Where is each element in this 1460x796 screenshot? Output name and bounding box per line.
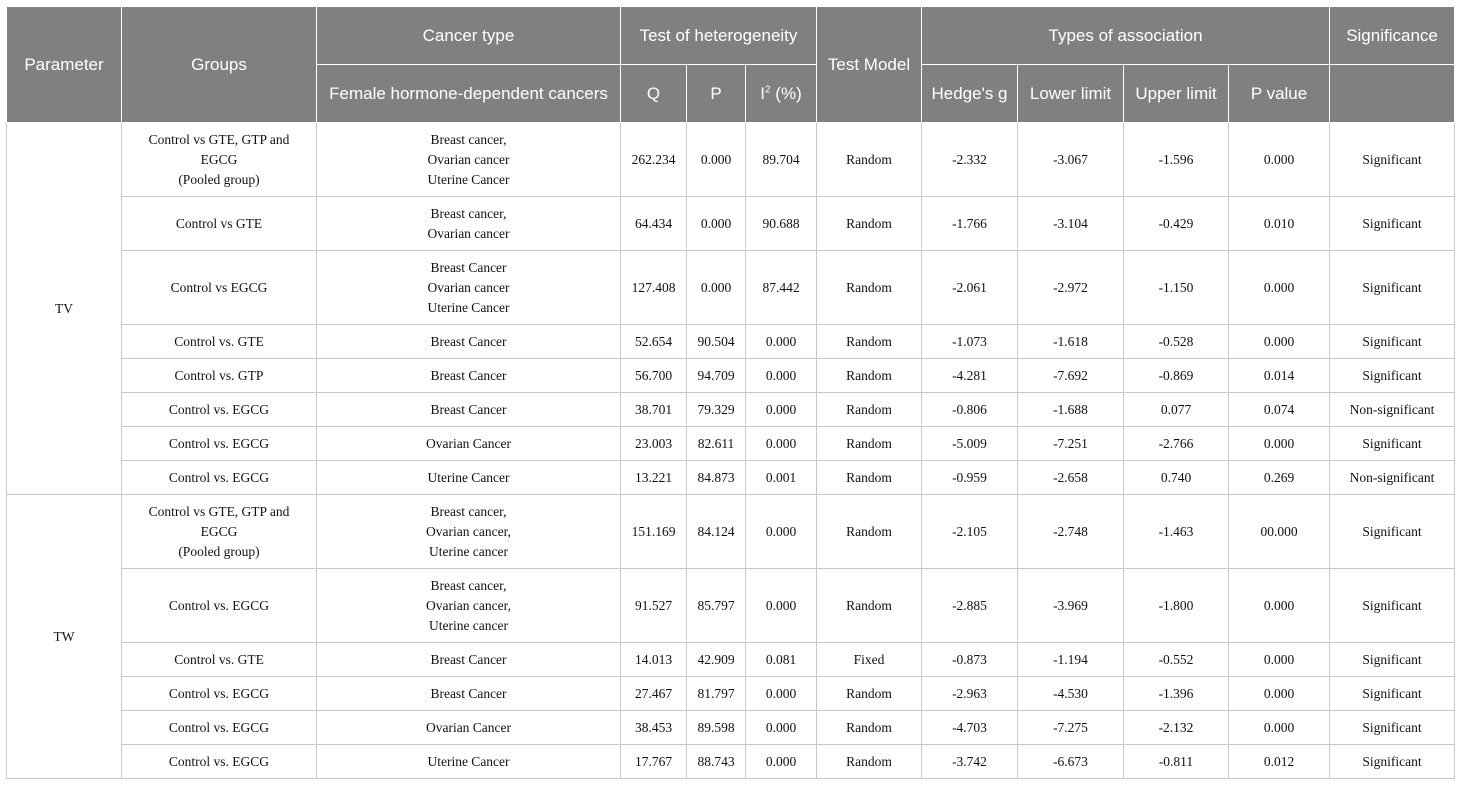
cancer-type-cell-line: Ovarian cancer, [426, 523, 511, 539]
i2-superscript: 2 [765, 84, 771, 96]
q-cell: 52.654 [621, 325, 687, 359]
group-cell-line: EGCG [200, 523, 238, 539]
test-model-cell: Random [817, 461, 922, 495]
p-cell: 79.329 [687, 393, 746, 427]
p-cell: 88.743 [687, 745, 746, 779]
test-model-cell: Random [817, 325, 922, 359]
parameter-cell: TV [7, 123, 122, 495]
i2-base: I [760, 84, 765, 103]
significance-cell: Significant [1330, 745, 1455, 779]
lower-limit-cell: -3.104 [1018, 197, 1124, 251]
test-model-cell: Random [817, 495, 922, 569]
group-cell-line: Control vs. EGCG [168, 597, 270, 613]
upper-limit-cell: -0.869 [1124, 359, 1229, 393]
cancer-type-cell [317, 643, 621, 677]
upper-limit-cell: -0.811 [1124, 745, 1229, 779]
group-cell-line: (Pooled group) [178, 543, 260, 559]
upper-limit-cell: -1.150 [1124, 251, 1229, 325]
upper-limit-cell: -0.552 [1124, 643, 1229, 677]
header-q: Q [621, 65, 687, 123]
group-cell [122, 325, 317, 359]
group-cell [122, 123, 317, 197]
table-header [7, 7, 1455, 123]
i2-cell: 0.000 [746, 677, 817, 711]
hedges-g-cell: -4.281 [922, 359, 1018, 393]
table-row [7, 393, 1455, 427]
q-cell: 91.527 [621, 569, 687, 643]
group-cell-line: Control vs GTE [175, 215, 263, 231]
test-model-cell: Random [817, 123, 922, 197]
cancer-type-cell-line: Ovarian cancer [427, 151, 510, 167]
p-value-cell: 0.269 [1229, 461, 1330, 495]
q-cell: 14.013 [621, 643, 687, 677]
group-cell-line: Control vs GTE, GTP and [148, 131, 290, 147]
cancer-type-cell-line: Breast cancer, [430, 131, 507, 147]
header-cancer-type: Cancer type [317, 7, 621, 65]
test-model-cell: Random [817, 745, 922, 779]
table-row [7, 569, 1455, 643]
i2-cell: 0.001 [746, 461, 817, 495]
i2-cell: 89.704 [746, 123, 817, 197]
hedges-g-cell: -2.061 [922, 251, 1018, 325]
group-cell-line: Control vs. EGCG [168, 469, 270, 485]
lower-limit-cell: -3.969 [1018, 569, 1124, 643]
q-cell: 151.169 [621, 495, 687, 569]
hedges-g-cell: -1.073 [922, 325, 1018, 359]
i2-cell: 0.000 [746, 745, 817, 779]
lower-limit-cell: -2.972 [1018, 251, 1124, 325]
test-model-cell: Random [817, 393, 922, 427]
table-row [7, 123, 1455, 197]
p-cell: 85.797 [687, 569, 746, 643]
parameter-cell: TW [7, 495, 122, 779]
upper-limit-cell: 0.077 [1124, 393, 1229, 427]
significance-cell: Non-significant [1330, 393, 1455, 427]
test-model-cell: Random [817, 197, 922, 251]
i2-cell: 0.000 [746, 359, 817, 393]
test-model-cell: Random [817, 251, 922, 325]
significance-cell: Significant [1330, 569, 1455, 643]
group-cell [122, 461, 317, 495]
cancer-type-cell-line: Ovarian Cancer [425, 719, 512, 735]
group-cell-line: (Pooled group) [178, 171, 260, 187]
lower-limit-cell: -2.748 [1018, 495, 1124, 569]
table-row [7, 359, 1455, 393]
p-value-cell: 0.000 [1229, 427, 1330, 461]
group-cell-line: Control vs. EGCG [168, 719, 270, 735]
group-cell [122, 643, 317, 677]
i2-cell: 0.000 [746, 427, 817, 461]
cancer-type-cell [317, 393, 621, 427]
results-table-container [6, 6, 1454, 779]
cancer-type-cell-line: Breast Cancer [430, 367, 507, 383]
upper-limit-cell: -1.396 [1124, 677, 1229, 711]
table-row [7, 677, 1455, 711]
p-value-cell: 0.000 [1229, 643, 1330, 677]
group-cell [122, 677, 317, 711]
p-value-cell: 0.000 [1229, 569, 1330, 643]
group-cell-line: Control vs. GTE [174, 333, 264, 349]
significance-cell: Significant [1330, 495, 1455, 569]
hedges-g-cell: -4.703 [922, 711, 1018, 745]
i2-cell: 0.000 [746, 325, 817, 359]
cancer-type-cell [317, 325, 621, 359]
group-cell [122, 251, 317, 325]
group-cell-line: Control vs GTE, GTP and [148, 503, 290, 519]
cancer-type-cell-line: Breast cancer, [430, 503, 507, 519]
test-model-cell: Random [817, 359, 922, 393]
cancer-type-cell-line: Ovarian cancer, [426, 597, 511, 613]
p-cell: 0.000 [687, 123, 746, 197]
q-cell: 56.700 [621, 359, 687, 393]
cancer-type-cell-line: Uterine Cancer [427, 299, 510, 315]
table-row [7, 745, 1455, 779]
lower-limit-cell: -7.275 [1018, 711, 1124, 745]
cancer-type-cell-line: Breast Cancer [430, 685, 507, 701]
header-i2 [746, 65, 817, 123]
p-value-cell: 0.012 [1229, 745, 1330, 779]
test-model-cell: Random [817, 677, 922, 711]
header-hedges-g: Hedge's g [922, 65, 1018, 123]
p-cell: 94.709 [687, 359, 746, 393]
meta-analysis-table [6, 6, 1455, 779]
cancer-type-cell [317, 461, 621, 495]
header-parameter: Parameter [7, 7, 122, 123]
header-row-1 [7, 7, 1455, 65]
hedges-g-cell: -0.873 [922, 643, 1018, 677]
i2-cell: 0.000 [746, 393, 817, 427]
header-upper-limit: Upper limit [1124, 65, 1229, 123]
p-value-cell: 0.000 [1229, 251, 1330, 325]
group-cell-line: Control vs. EGCG [168, 401, 270, 417]
q-cell: 38.701 [621, 393, 687, 427]
cancer-type-cell [317, 123, 621, 197]
cancer-type-cell-line: Ovarian cancer [427, 279, 510, 295]
cancer-type-cell [317, 677, 621, 711]
q-cell: 262.234 [621, 123, 687, 197]
significance-cell: Significant [1330, 427, 1455, 461]
group-cell-line: Control vs. EGCG [168, 685, 270, 701]
lower-limit-cell: -4.530 [1018, 677, 1124, 711]
significance-cell: Significant [1330, 325, 1455, 359]
p-cell: 84.873 [687, 461, 746, 495]
lower-limit-cell: -1.688 [1018, 393, 1124, 427]
significance-cell: Significant [1330, 643, 1455, 677]
group-cell [122, 569, 317, 643]
upper-limit-cell: -2.132 [1124, 711, 1229, 745]
p-value-cell: 0.000 [1229, 677, 1330, 711]
cancer-type-cell [317, 569, 621, 643]
lower-limit-cell: -7.692 [1018, 359, 1124, 393]
header-significance-blank [1330, 65, 1455, 123]
cancer-type-cell-line: Uterine Cancer [427, 753, 510, 769]
upper-limit-cell: -0.429 [1124, 197, 1229, 251]
i2-cell: 0.081 [746, 643, 817, 677]
upper-limit-cell: -0.528 [1124, 325, 1229, 359]
table-row [7, 711, 1455, 745]
header-cancer-subtitle: Female hormone-dependent cancers [317, 65, 621, 123]
p-cell: 81.797 [687, 677, 746, 711]
significance-cell: Non-significant [1330, 461, 1455, 495]
significance-cell: Significant [1330, 197, 1455, 251]
test-model-cell: Random [817, 569, 922, 643]
lower-limit-cell: -3.067 [1018, 123, 1124, 197]
header-p-value: P value [1229, 65, 1330, 123]
i2-unit: (%) [770, 84, 802, 103]
group-cell [122, 427, 317, 461]
cancer-type-cell [317, 251, 621, 325]
group-cell [122, 745, 317, 779]
p-value-cell: 00.000 [1229, 495, 1330, 569]
cancer-type-cell-line: Breast Cancer [430, 401, 507, 417]
significance-cell: Significant [1330, 251, 1455, 325]
cancer-type-cell-line: Uterine cancer [428, 543, 509, 559]
i2-cell: 0.000 [746, 569, 817, 643]
cancer-type-cell-line: Breast Cancer [430, 333, 507, 349]
q-cell: 127.408 [621, 251, 687, 325]
group-cell [122, 359, 317, 393]
i2-cell: 0.000 [746, 495, 817, 569]
cancer-type-cell-line: Ovarian Cancer [425, 435, 512, 451]
p-value-cell: 0.000 [1229, 325, 1330, 359]
significance-cell: Significant [1330, 359, 1455, 393]
group-cell-line: Control vs. GTP [174, 367, 264, 383]
cancer-type-cell-line: Breast Cancer [430, 651, 507, 667]
i2-cell: 0.000 [746, 711, 817, 745]
p-cell: 0.000 [687, 251, 746, 325]
hedges-g-cell: -5.009 [922, 427, 1018, 461]
group-cell-line: Control vs. GTE [174, 651, 264, 667]
header-heterogeneity: Test of heterogeneity [621, 7, 817, 65]
table-row [7, 251, 1455, 325]
header-groups: Groups [122, 7, 317, 123]
hedges-g-cell: -3.742 [922, 745, 1018, 779]
p-cell: 89.598 [687, 711, 746, 745]
hedges-g-cell: -1.766 [922, 197, 1018, 251]
header-test-model: Test Model [817, 7, 922, 123]
lower-limit-cell: -2.658 [1018, 461, 1124, 495]
p-value-cell: 0.000 [1229, 711, 1330, 745]
cancer-type-cell-line: Uterine Cancer [427, 171, 510, 187]
header-p: P [687, 65, 746, 123]
test-model-cell: Fixed [817, 643, 922, 677]
test-model-cell: Random [817, 427, 922, 461]
p-cell: 84.124 [687, 495, 746, 569]
table-row [7, 427, 1455, 461]
i2-cell: 90.688 [746, 197, 817, 251]
group-cell-line: EGCG [200, 151, 238, 167]
upper-limit-cell: -1.596 [1124, 123, 1229, 197]
lower-limit-cell: -7.251 [1018, 427, 1124, 461]
p-value-cell: 0.010 [1229, 197, 1330, 251]
q-cell: 23.003 [621, 427, 687, 461]
cancer-type-cell [317, 427, 621, 461]
cancer-type-cell [317, 359, 621, 393]
hedges-g-cell: -2.105 [922, 495, 1018, 569]
significance-cell: Significant [1330, 711, 1455, 745]
significance-cell: Significant [1330, 123, 1455, 197]
cancer-type-cell-line: Breast cancer, [430, 577, 507, 593]
table-row [7, 461, 1455, 495]
q-cell: 64.434 [621, 197, 687, 251]
group-cell-line: Control vs. EGCG [168, 435, 270, 451]
lower-limit-cell: -6.673 [1018, 745, 1124, 779]
cancer-type-cell-line: Breast Cancer [430, 259, 507, 275]
p-cell: 82.611 [687, 427, 746, 461]
header-lower-limit: Lower limit [1018, 65, 1124, 123]
header-association: Types of association [922, 7, 1330, 65]
hedges-g-cell: -2.963 [922, 677, 1018, 711]
group-cell-line: Control vs. EGCG [168, 753, 270, 769]
cancer-type-cell [317, 197, 621, 251]
hedges-g-cell: -0.959 [922, 461, 1018, 495]
p-cell: 0.000 [687, 197, 746, 251]
hedges-g-cell: -0.806 [922, 393, 1018, 427]
table-row [7, 495, 1455, 569]
p-value-cell: 0.000 [1229, 123, 1330, 197]
test-model-cell: Random [817, 711, 922, 745]
i2-cell: 87.442 [746, 251, 817, 325]
group-cell [122, 393, 317, 427]
group-cell-line: Control vs EGCG [170, 279, 268, 295]
p-value-cell: 0.074 [1229, 393, 1330, 427]
p-cell: 42.909 [687, 643, 746, 677]
cancer-type-cell [317, 711, 621, 745]
table-body [7, 123, 1455, 779]
p-value-cell: 0.014 [1229, 359, 1330, 393]
upper-limit-cell: -1.800 [1124, 569, 1229, 643]
upper-limit-cell: -2.766 [1124, 427, 1229, 461]
q-cell: 38.453 [621, 711, 687, 745]
table-row [7, 643, 1455, 677]
table-row [7, 197, 1455, 251]
q-cell: 13.221 [621, 461, 687, 495]
cancer-type-cell-line: Uterine Cancer [427, 469, 510, 485]
cancer-type-cell-line: Uterine cancer [428, 617, 509, 633]
group-cell [122, 495, 317, 569]
hedges-g-cell: -2.885 [922, 569, 1018, 643]
cancer-type-cell [317, 745, 621, 779]
cancer-type-cell-line: Ovarian cancer [427, 225, 510, 241]
lower-limit-cell: -1.194 [1018, 643, 1124, 677]
significance-cell: Significant [1330, 677, 1455, 711]
upper-limit-cell: -1.463 [1124, 495, 1229, 569]
group-cell [122, 197, 317, 251]
p-cell: 90.504 [687, 325, 746, 359]
cancer-type-cell-line: Breast cancer, [430, 205, 507, 221]
cancer-type-cell [317, 495, 621, 569]
hedges-g-cell: -2.332 [922, 123, 1018, 197]
q-cell: 27.467 [621, 677, 687, 711]
upper-limit-cell: 0.740 [1124, 461, 1229, 495]
group-cell [122, 711, 317, 745]
lower-limit-cell: -1.618 [1018, 325, 1124, 359]
header-significance: Significance [1330, 7, 1455, 65]
q-cell: 17.767 [621, 745, 687, 779]
table-row [7, 325, 1455, 359]
